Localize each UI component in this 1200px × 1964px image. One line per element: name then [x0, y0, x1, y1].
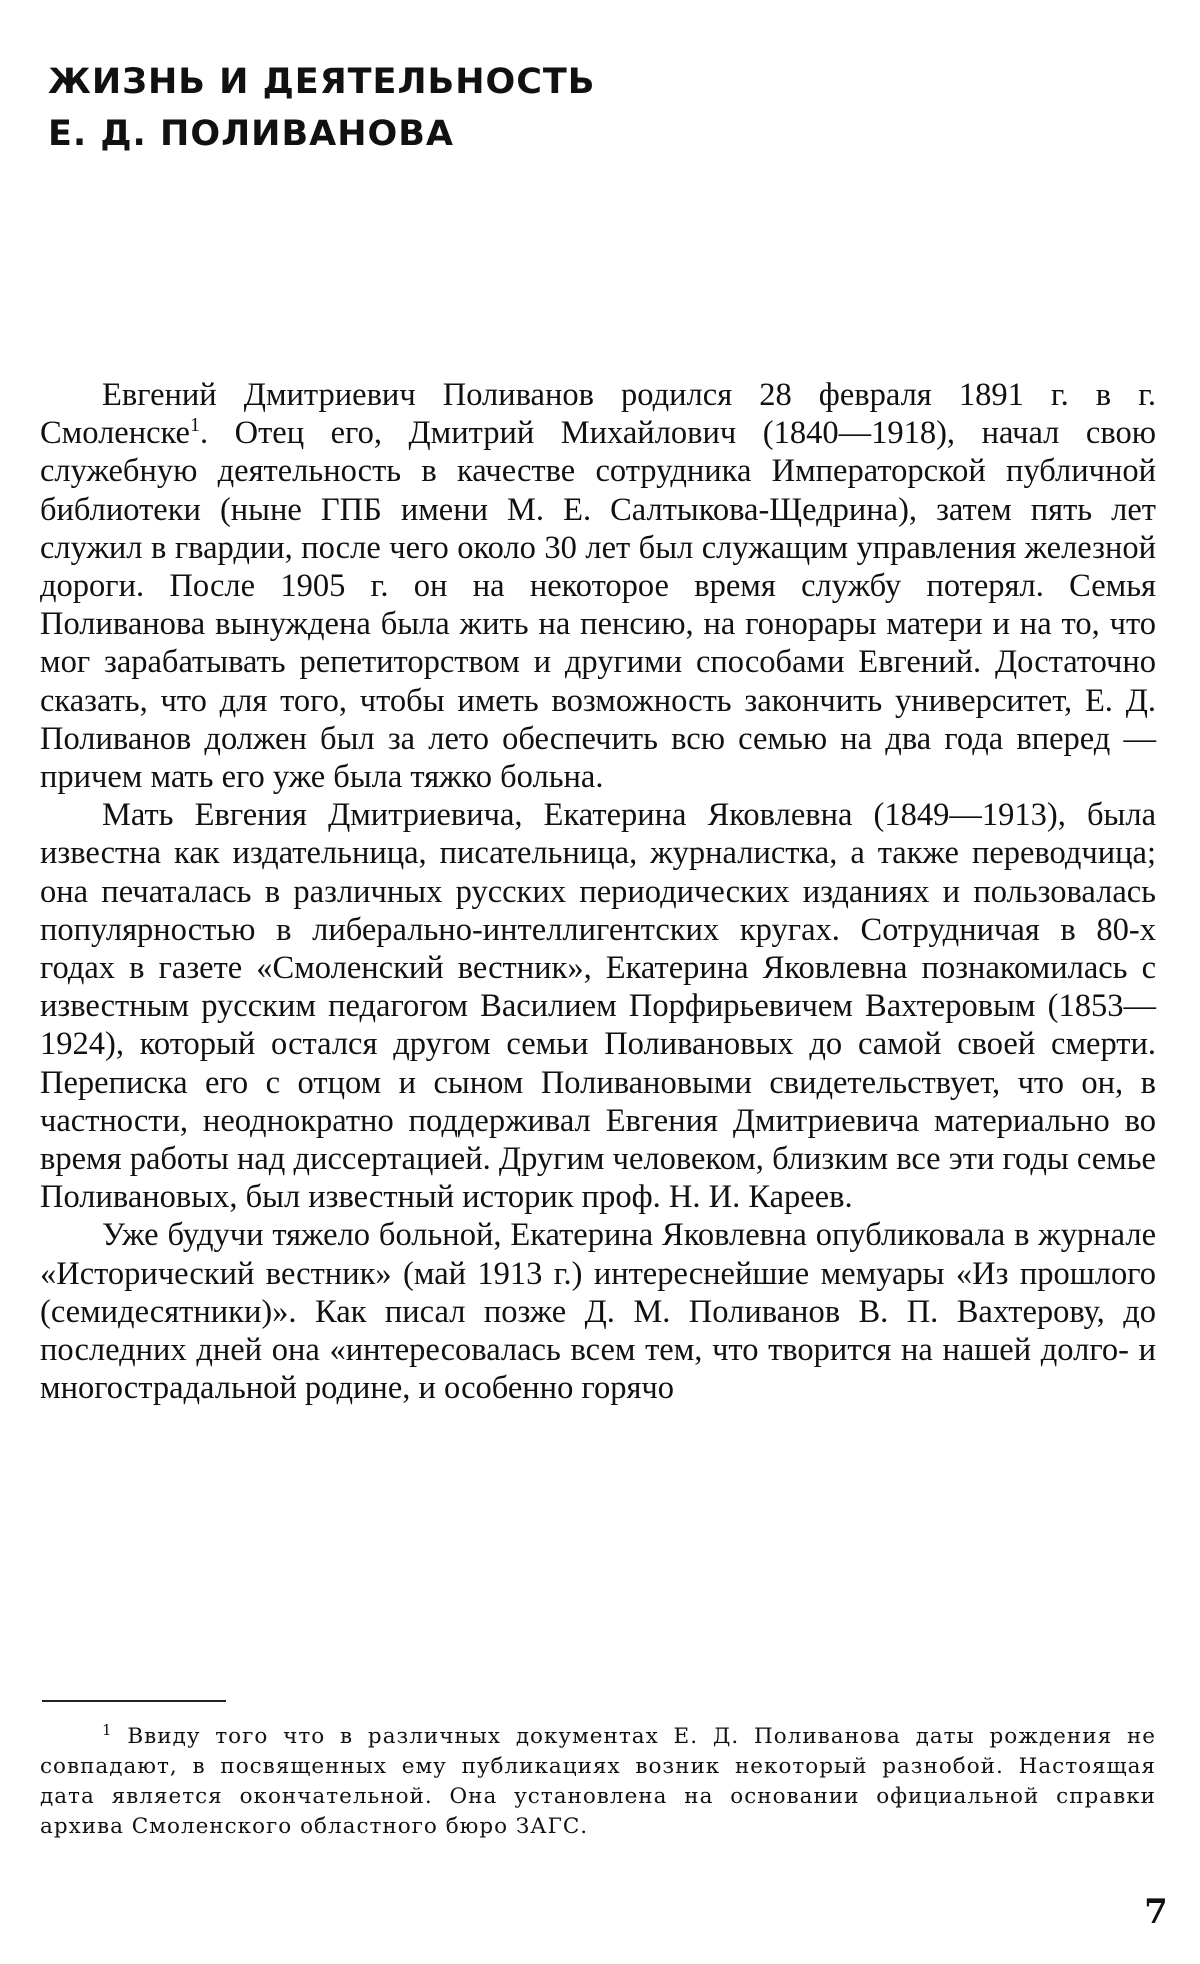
footnote [40, 1722, 1156, 1842]
footnote-divider [42, 1700, 226, 1702]
footnote-mark: 1 [102, 1720, 113, 1739]
paragraph-2: Мать Евгения Дмитриевича, Екатерина Яковлевна (1849—1913), была известна как издательница, писательница, журналистка, а также переводчица; она печаталась в различных русских периодических изданиях и пользовалась популярностью в либерально-интеллигентских кругах. Сотрудничая в 80-х годах в газете «Смоленский вестник», Екатерина Яковлевна познакомилась с известным русским педагогом Василием Порфирьевичем Вахтеровым (1853—1924), который остался другом семьи Поливановых до самой своей смерти. Переписка его с отцом и сыном Поливановыми свидетельствует, что он, в частности, неоднократно поддерживал Евгения Дмитриевича материально во время работы над диссертацией. Другим человеком, близким все эти годы семье Поливановых, был известный историк проф. Н. И. Кареев. [40, 797, 1156, 1216]
paragraph-1 [40, 376, 1156, 796]
chapter-title-line-2: Е. Д. ПОЛИВАНОВА [48, 114, 455, 154]
footnote-text: Ввиду того что в различных документах Е. Д. Поливанова даты рождения не совпадают, в посвященных ему публикациях возник некоторый разнобой. Настоящая дата является окончательной. Она установлена на основании официальной справки архива Смоленского областного бюро ЗАГС. [40, 1724, 1156, 1839]
page-number: 7 [1144, 1892, 1168, 1932]
paragraph-1-rest: . Отец его, Дмитрий Михайлович (1840—1918), начал свою служебную деятельность в качестве сотрудника Императорской публичной библиотеки (ныне ГПБ имени М. Е. Салтыкова-Щедрина), затем пять лет служил в гвардии, после чего около 30 лет был служащим управления железной дороги. После 1905 г. он на некоторое время службу потерял. Семья Поливанова вынуждена была жить на пенсию, на гонорары матери и на то, что мог зарабатывать репетиторством и другими способами Евгений. Достаточно сказать, что для того, чтобы иметь возможность закончить университет, Е. Д. Поливанов должен был за лето обеспечить всю семью на два года вперед — причем мать его уже была тяжко больна. [40, 415, 1156, 796]
paragraph-1-start: Евгений Дмитриевич Поливанов родился 28 февраля 1891 г. в г. Смоленске [40, 377, 1156, 452]
chapter-title-line-1: ЖИЗНЬ И ДЕЯТЕЛЬНОСТЬ [48, 62, 596, 102]
chapter-title [48, 56, 748, 160]
footnote-reference: 1 [189, 414, 200, 437]
main-text [40, 376, 1156, 1407]
paragraph-3: Уже будучи тяжело больной, Екатерина Яковлевна опубликовала в журнале «Исторический вестник» (май 1913 г.) интереснейшие мемуары «Из прошлого (семидесятники)». Как писал позже Д. М. Поливанов В. П. Вахтерову, до последних дней она «интересовалась всем тем, что творится на нашей долго- и многострадальной родине, и особенно горячо [40, 1217, 1156, 1407]
